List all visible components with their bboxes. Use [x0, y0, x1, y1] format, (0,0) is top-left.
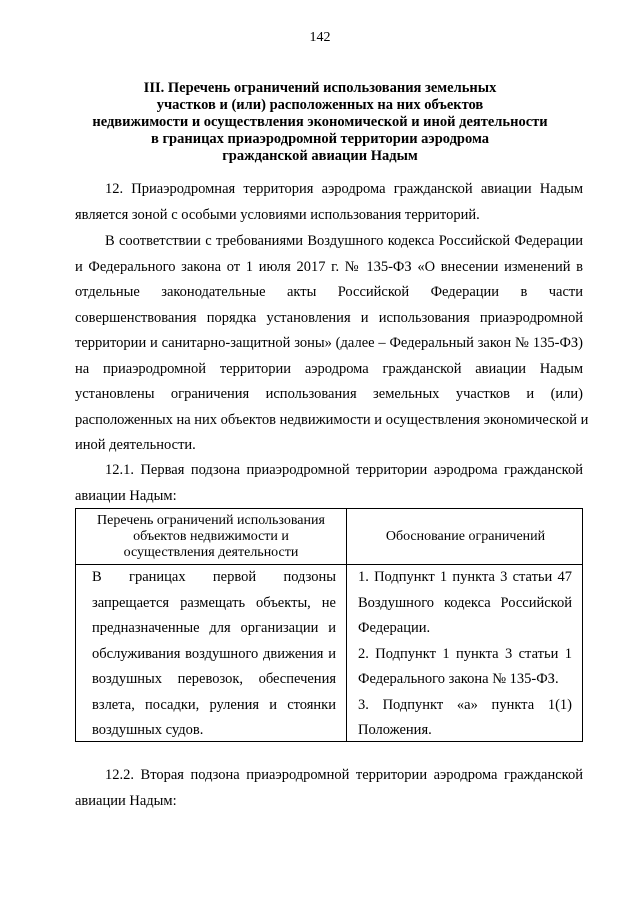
text-line: В границах первой подзоны — [92, 569, 336, 585]
text-line: на приаэродромной территории аэродрома гражданской авиации Надым — [75, 360, 583, 377]
text-line: Воздушного кодекса Российской — [358, 594, 572, 611]
text-line: В соответствии с требованиями Воздушного кодекса Российской Федерации — [105, 233, 583, 249]
text-line: 12. Приаэродромная территория аэродрома гражданской авиации Надым — [105, 181, 583, 197]
text-line: расположенных на них объектов недвижимости и осуществления экономической и — [75, 411, 589, 428]
text-line: отдельные законодательные акты Российской Федерации в части — [75, 284, 583, 300]
heading-line: недвижимости и осуществления экономической и иной деятельности — [92, 114, 548, 130]
paragraph-12-1 — [75, 458, 583, 509]
text-line: Федерации. — [358, 620, 431, 636]
text-line: территории и санитарно-защитной зоны» (далее – Федеральный закон № 135-ФЗ) — [75, 335, 583, 351]
text-line: совершенствования порядка установления и использования приаэродромной — [75, 309, 583, 326]
text-line: воздушных перевозок, обеспечения — [92, 671, 336, 687]
restrictions-table — [75, 508, 583, 742]
header-line: осуществления деятельности — [123, 544, 299, 560]
text-line: воздушных судов. — [92, 722, 204, 738]
text-line: Федерального закона № 135-ФЗ. — [358, 671, 559, 687]
heading-line: участков и (или) расположенных на них объектов — [156, 97, 484, 113]
section-heading — [60, 80, 580, 165]
text-line: предназначенные для организации и — [92, 620, 336, 636]
table-header-restrictions — [76, 509, 346, 564]
page-number: 142 — [309, 30, 331, 45]
paragraph-compliance — [75, 229, 589, 459]
table-header-justification: Обоснование ограничений — [385, 528, 546, 544]
text-line: обслуживания воздушного движения и — [92, 645, 336, 662]
table-cell-justification — [358, 565, 572, 744]
heading-line: III. Перечень ограничений использования земельных — [143, 80, 497, 96]
heading-line: в границах приаэродромной территории аэродрома — [151, 131, 489, 147]
text-line: Положения. — [358, 722, 432, 738]
text-line: авиации Надым: — [75, 487, 177, 504]
table-cell-restriction — [92, 565, 336, 744]
text-line: 12.1. Первая подзона приаэродромной территории аэродрома гражданской — [105, 462, 583, 478]
paragraph-12 — [75, 177, 583, 228]
text-line: иной деятельности. — [75, 437, 196, 453]
header-line: объектов недвижимости и — [133, 528, 289, 544]
text-line: и Федерального закона от 1 июля 2017 г. № 135-ФЗ «О внесении изменений в — [75, 258, 583, 275]
header-line: Перечень ограничений использования — [97, 512, 325, 528]
text-line: запрещается размещать объекты, не — [92, 594, 336, 611]
text-line: авиации Надым: — [75, 792, 177, 809]
text-line: взлета, посадки, руления и стоянки — [92, 696, 336, 713]
text-line: 2. Подпункт 1 пункта 3 статьи 1 — [358, 645, 572, 662]
text-line: установлены ограничения использования земельных участков и (или) — [75, 386, 583, 402]
text-line: 3. Подпункт «а» пункта 1(1) — [358, 696, 572, 713]
text-line: является зоной с особыми условиями использования территорий. — [75, 206, 480, 223]
paragraph-12-2 — [75, 763, 583, 814]
heading-line: гражданской авиации Надым — [222, 148, 418, 164]
text-line: 1. Подпункт 1 пункта 3 статьи 47 — [358, 569, 572, 585]
text-line: 12.2. Вторая подзона приаэродромной территории аэродрома гражданской — [105, 767, 583, 783]
